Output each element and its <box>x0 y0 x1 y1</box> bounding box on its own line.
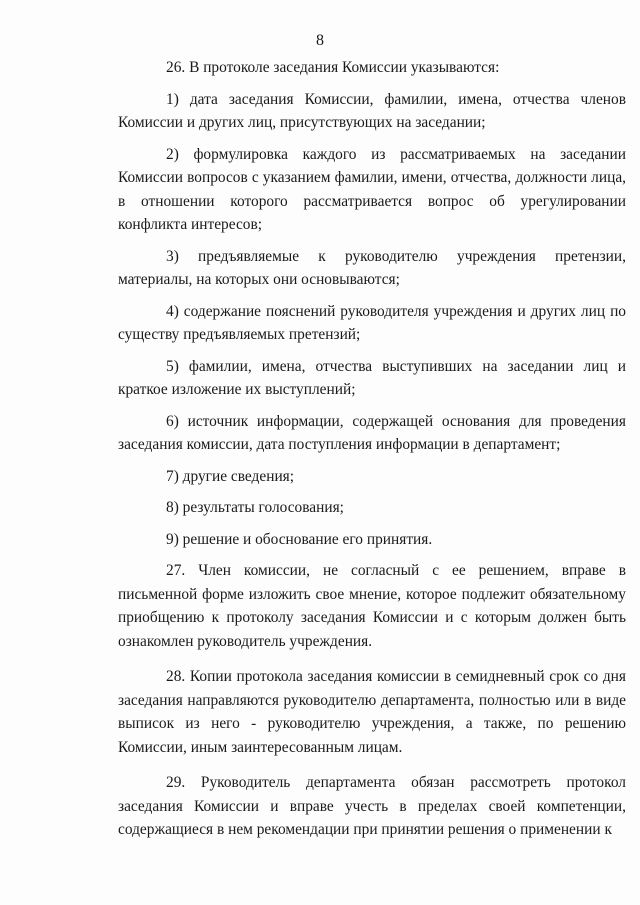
list-item-3: 3) предъявляемые к руководителю учреждения претензии, материалы, на которых они основываются; <box>118 247 626 288</box>
list-item-2: 2) формулировка каждого из рассматриваемых на заседании Комиссии вопросов с указанием фамилии, имени, отчества, должности лица, в отношении которого рассматривается вопрос об урегулировании конфликта интересов; <box>118 145 626 233</box>
list-item-5: 5) фамилии, имена, отчества выступивших на заседании лиц и краткое изложение их выступлений; <box>118 357 626 398</box>
list-item-9: 9) решение и обоснование его принятия. <box>166 530 433 548</box>
list-item-6: 6) источник информации, содержащей основания для проведения заседания комиссии, дата поступления информации в департамент; <box>118 412 626 453</box>
list-item-1: 1) дата заседания Комиссии, фамилии, имена, отчества членов Комиссии и других лиц, присутствующих на заседании; <box>118 90 626 131</box>
paragraph-26-heading: 26. В протоколе заседания Комиссии указываются: <box>166 59 500 76</box>
list-item-4: 4) содержание пояснений руководителя учреждения и других лиц по существу предъявляемых претензий; <box>118 302 626 343</box>
paragraph-28: 28. Копии протокола заседания комиссии в семидневный срок со дня заседания направляются руководителю департамента, полностью или в виде выписок из него - руководителю учреждения, а также, по решению Комиссии, иным заинтересованным лицам. <box>118 668 626 756</box>
paragraph-29: 29. Руководитель департамента обязан рассмотреть протокол заседания Комиссии и вправе учесть в пределах своей компетенции, содержащиеся в нем рекомендации при принятии решения о применении к <box>118 774 626 838</box>
list-item-8: 8) результаты голосования; <box>166 499 344 516</box>
document-body <box>118 56 626 842</box>
paragraph-27: 27. Член комиссии, не согласный с ее решением, вправе в письменной форме изложить свое мнение, которое подлежит обязательному приобщению к протоколу заседания Комиссии и с которым должен быть ознакомлен руководитель учреждения. <box>118 562 626 650</box>
list-item-7: 7) другие сведения; <box>166 467 295 485</box>
page-number: 8 <box>316 32 324 49</box>
